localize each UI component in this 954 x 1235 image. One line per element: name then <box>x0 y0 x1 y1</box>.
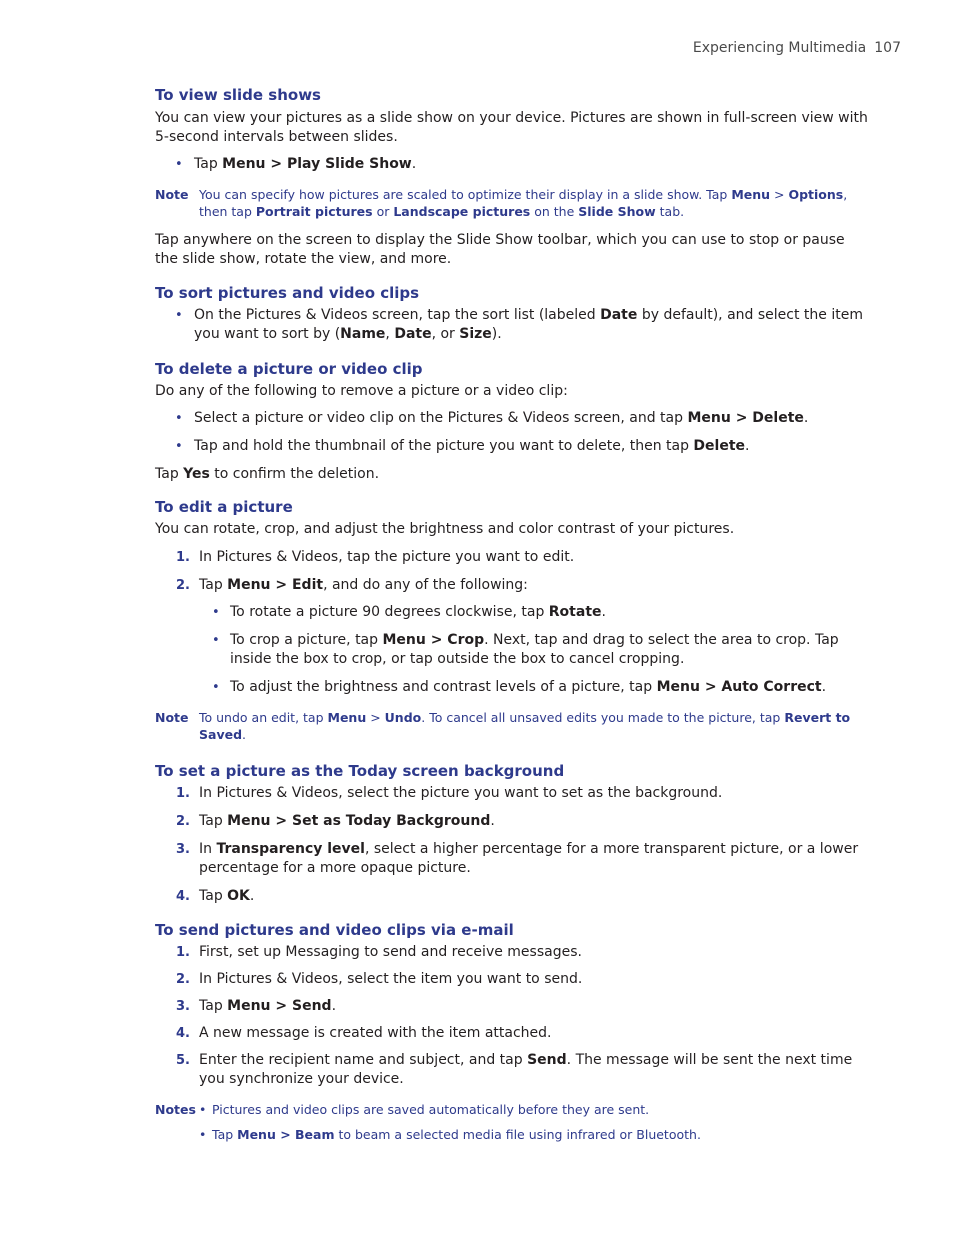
heading-today-background: To set a picture as the Today screen background <box>155 762 565 780</box>
list-item: • Tap and hold the thumbnail of the picture you want to delete, then tap Delete. <box>155 437 870 456</box>
list-item: 3. In Transparency level, select a higher percentage for a more transparent picture, or a lower percentage for a more opaque picture. <box>176 841 859 876</box>
list-item: • On the Pictures & Videos screen, tap the sort list (labeled Date by default), and select the item you want to sort by (Name, Date, or Size). <box>155 306 870 344</box>
running-header <box>693 40 901 56</box>
list-item: 2. Tap Menu > Edit, and do any of the following: <box>176 577 528 593</box>
heading-send-via-email: To send pictures and video clips via e-mail <box>155 921 514 939</box>
section-title: Experiencing Multimedia <box>692 40 867 56</box>
page-content <box>155 84 870 1143</box>
list-item: 4. Tap OK. <box>176 888 255 904</box>
note-text: Tap Menu > Beam to beam a selected media file using infrared or Bluetooth. <box>212 1127 701 1142</box>
note-text: You can specify how pictures are scaled to optimize their display in a slide show. Tap Menu > Options, then tap Portrait pictures or Landscape pictures on the Slide Show tab. <box>199 187 848 219</box>
delete-confirm: Tap Yes to confirm the deletion. <box>155 466 380 482</box>
heading-sort-pictures: To sort pictures and video clips <box>155 284 420 302</box>
slide-show-steps <box>155 155 870 174</box>
delete-intro: Do any of the following to remove a picture or a video clip: <box>155 383 568 399</box>
bullet: • <box>199 1127 207 1142</box>
list-item: 1. First, set up Messaging to send and receive messages. <box>176 944 582 960</box>
list-item: • Select a picture or video clip on the Pictures & Videos screen, and tap Menu > Delete. <box>155 409 870 428</box>
note-text: Pictures and video clips are saved automatically before they are sent. <box>212 1102 650 1117</box>
list-item: 1. In Pictures & Videos, tap the picture you want to edit. <box>176 549 575 565</box>
list-item: • To adjust the brightness and contrast levels of a picture, tap Menu > Auto Correct. <box>155 678 870 697</box>
slide-show-toolbar-para: Tap anywhere on the screen to display the Slide Show toolbar, which you can use to stop or pause the slide show, rotate the view, and more. <box>155 232 845 267</box>
list-item: • To crop a picture, tap Menu > Crop. Next, tap and drag to select the area to crop. Tap inside the box to crop, or tap outside the box to cancel cropping. <box>155 631 870 669</box>
send-steps <box>155 943 870 1089</box>
edit-intro: You can rotate, crop, and adjust the brightness and color contrast of your pictures. <box>155 521 735 537</box>
delete-options <box>155 409 870 456</box>
background-steps <box>155 784 870 906</box>
heading-view-slide-shows: To view slide shows <box>155 86 321 104</box>
bullet: • <box>199 1102 207 1117</box>
notes-row <box>155 1126 870 1143</box>
note-slide-show <box>155 186 870 220</box>
list-item: 5. Enter the recipient name and subject, and tap Send. The message will be sent the next time you synchronize your device. <box>176 1052 853 1087</box>
note-label: Note <box>155 710 189 725</box>
list-item: 1. In Pictures & Videos, select the picture you want to set as the background. <box>176 785 723 801</box>
note-text: To undo an edit, tap Menu > Undo. To cancel all unsaved edits you made to the picture, tap Revert to Saved. <box>199 710 851 742</box>
list-item: 2. In Pictures & Videos, select the item you want to send. <box>176 971 583 987</box>
sort-steps <box>155 306 870 344</box>
note-label: Note <box>155 187 189 202</box>
edit-sub-options <box>155 603 870 697</box>
notes-send <box>155 1101 870 1143</box>
list-item: • To rotate a picture 90 degrees clockwise, tap Rotate. <box>155 603 870 622</box>
slide-show-intro: You can view your pictures as a slide show on your device. Pictures are shown in full-screen view with 5-second intervals between slides. <box>155 110 868 145</box>
notes-row <box>155 1101 870 1118</box>
list-item: 4. A new message is created with the item attached. <box>176 1025 552 1041</box>
list-item: 2. Tap Menu > Set as Today Background. <box>176 813 495 829</box>
list-item: 3. Tap Menu > Send. <box>176 998 337 1014</box>
page-number: 107 <box>874 40 901 56</box>
edit-steps <box>155 548 870 595</box>
notes-label: Notes <box>155 1102 196 1117</box>
list-item: • Tap Menu > Play Slide Show. <box>155 155 870 174</box>
heading-edit-picture: To edit a picture <box>155 498 293 516</box>
note-undo-edit <box>155 709 870 743</box>
heading-delete-picture: To delete a picture or video clip <box>155 360 423 378</box>
